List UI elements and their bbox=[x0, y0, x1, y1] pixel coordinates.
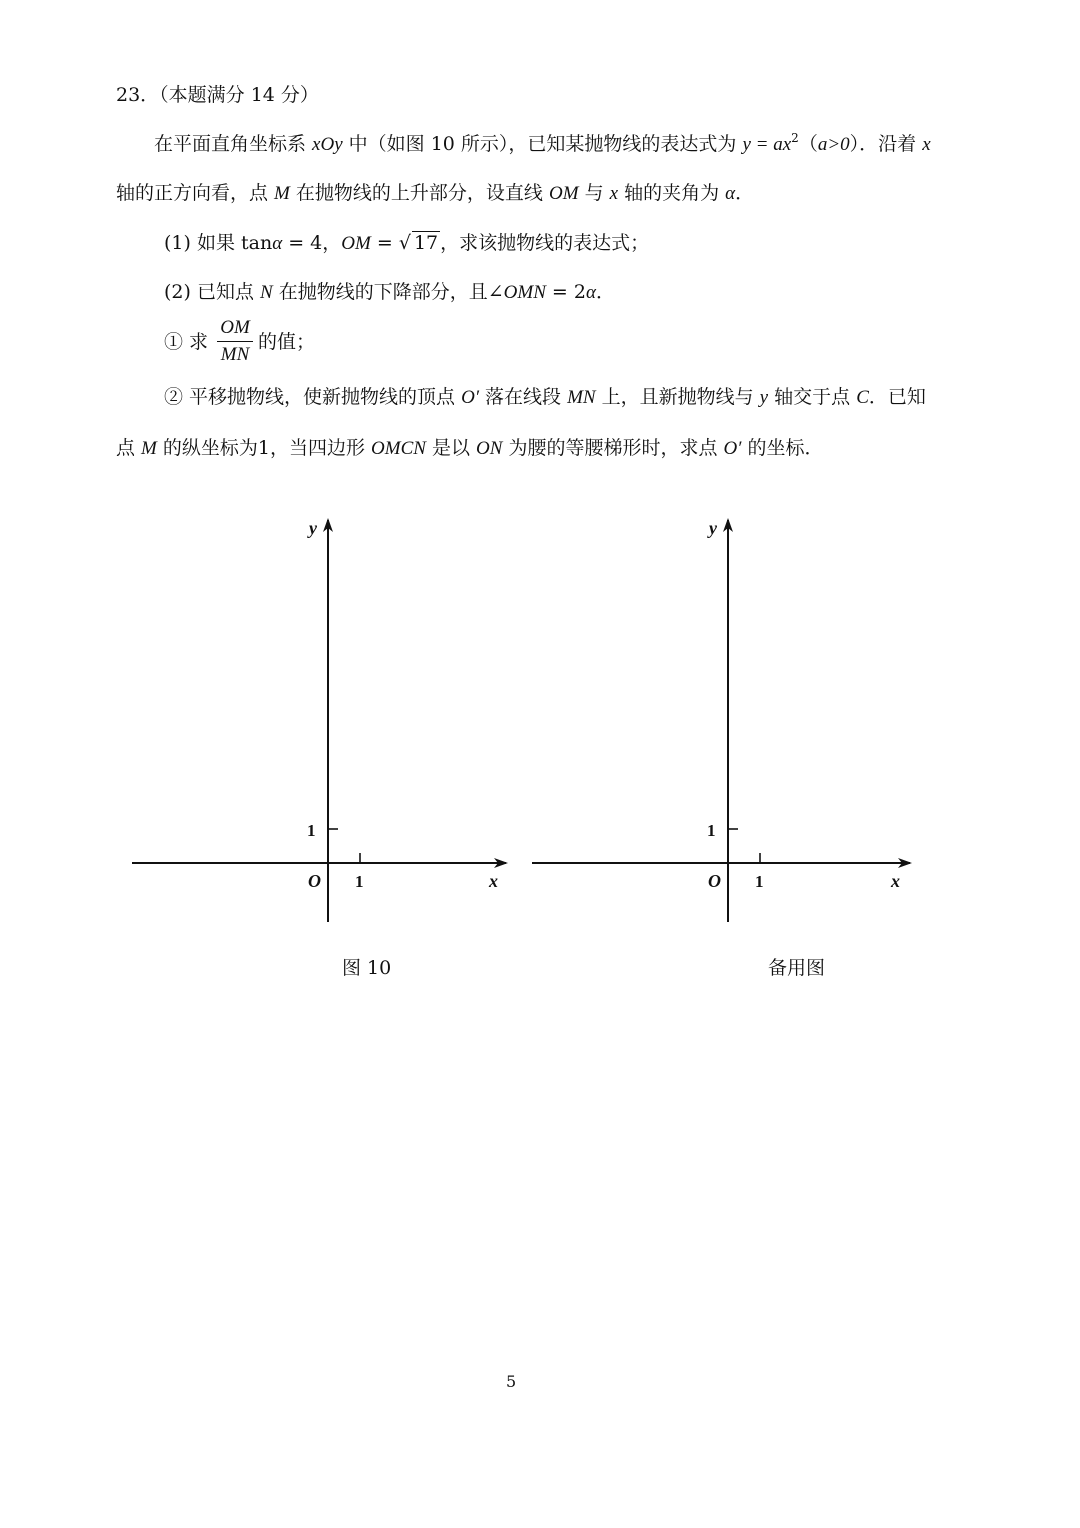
text-run: ．已知 bbox=[868, 386, 926, 408]
text-run: (2) 已知点 bbox=[164, 281, 260, 303]
text-run: ． bbox=[595, 281, 615, 303]
text-run: = 4， bbox=[282, 232, 342, 254]
text-run: （ bbox=[798, 133, 818, 155]
page-number: 5 bbox=[506, 1372, 517, 1391]
question-header-text: 23．（本题满分 14 分） bbox=[116, 84, 319, 106]
text-run: 与 bbox=[578, 182, 610, 204]
fraction-denominator: MN bbox=[220, 344, 250, 365]
y-tick-label: 1 bbox=[307, 821, 316, 840]
math-condition: a>0 bbox=[817, 134, 850, 155]
text-run: 中（如图 10 所示），已知某抛物线的表达式为 bbox=[342, 133, 743, 155]
math-O-prime: O′ bbox=[723, 438, 742, 459]
spare-figure-axes bbox=[532, 518, 910, 922]
math-alpha: α bbox=[272, 233, 283, 254]
figure-10-axes bbox=[132, 518, 506, 922]
math-y: y bbox=[759, 387, 769, 408]
text-run: = 2 bbox=[545, 281, 586, 303]
fraction-numerator: OM bbox=[220, 317, 250, 338]
math-x: x bbox=[609, 183, 619, 204]
math-C: C bbox=[856, 387, 869, 408]
math-M: M bbox=[141, 438, 157, 459]
math-O-prime: O′ bbox=[461, 387, 479, 408]
text-run: 上，且新抛物线与 bbox=[595, 386, 760, 408]
text-run: ① 求 bbox=[164, 331, 209, 353]
math-OM: OM bbox=[341, 233, 371, 254]
origin-label: O bbox=[308, 871, 321, 891]
text-run: 落在线段 bbox=[478, 386, 568, 408]
math-sqrt-sign: = √ bbox=[370, 232, 411, 254]
text-run: 的纵坐标为1，当四边形 bbox=[156, 437, 372, 459]
text-run: 轴交于点 bbox=[768, 386, 857, 408]
text-run: 为腰的等腰梯形时，求点 bbox=[502, 437, 724, 459]
text-run: 轴的夹角为 bbox=[618, 182, 726, 204]
text-run: ② 平移抛物线，使新抛物线的顶点 bbox=[164, 386, 462, 408]
text-run: ）．沿着 bbox=[849, 133, 923, 155]
spare-figure-caption: 备用图 bbox=[768, 957, 826, 979]
text-run: (1) 如果 tan bbox=[164, 232, 273, 254]
math-exponent: 2 bbox=[791, 131, 799, 145]
math-radicand: 17 bbox=[413, 232, 439, 254]
y-axis-label: y bbox=[309, 518, 317, 538]
text-run: 点 bbox=[116, 437, 142, 459]
text-run: 的值； bbox=[258, 331, 316, 353]
math-parabola-expression: y = ax bbox=[742, 134, 792, 155]
math-OMCN: OMCN bbox=[371, 438, 426, 459]
x-tick-label: 1 bbox=[355, 872, 364, 891]
x-axis-label: x bbox=[489, 871, 498, 891]
text-run: 在抛物线的上升部分，设直线 bbox=[289, 182, 549, 204]
text-run: 轴的正方向看，点 bbox=[116, 182, 275, 204]
math-xOy: xOy bbox=[312, 134, 343, 155]
text-run: 在抛物线的下降部分，且∠ bbox=[272, 281, 504, 303]
x-tick-label: 1 bbox=[755, 872, 764, 891]
y-axis-label: y bbox=[709, 518, 717, 538]
math-ON: ON bbox=[476, 438, 503, 459]
math-alpha: α bbox=[725, 183, 736, 204]
text-run: ． bbox=[735, 182, 755, 204]
math-OM: OM bbox=[548, 183, 579, 204]
text-run: 的坐标． bbox=[741, 437, 824, 459]
math-x: x bbox=[922, 134, 931, 155]
text-run: 在平面直角坐标系 bbox=[154, 133, 313, 155]
math-alpha: α bbox=[585, 282, 596, 303]
figure-10-caption: 图 10 bbox=[342, 957, 392, 979]
math-M: M bbox=[274, 183, 290, 204]
x-axis-label: x bbox=[891, 871, 900, 891]
y-tick-label: 1 bbox=[707, 821, 716, 840]
math-MN: MN bbox=[567, 387, 596, 408]
math-N: N bbox=[260, 282, 273, 303]
origin-label: O bbox=[708, 871, 721, 891]
math-OMN: OMN bbox=[503, 282, 546, 303]
text-run: ，求该抛物线的表达式； bbox=[440, 232, 650, 254]
text-run: 是以 bbox=[425, 437, 477, 459]
